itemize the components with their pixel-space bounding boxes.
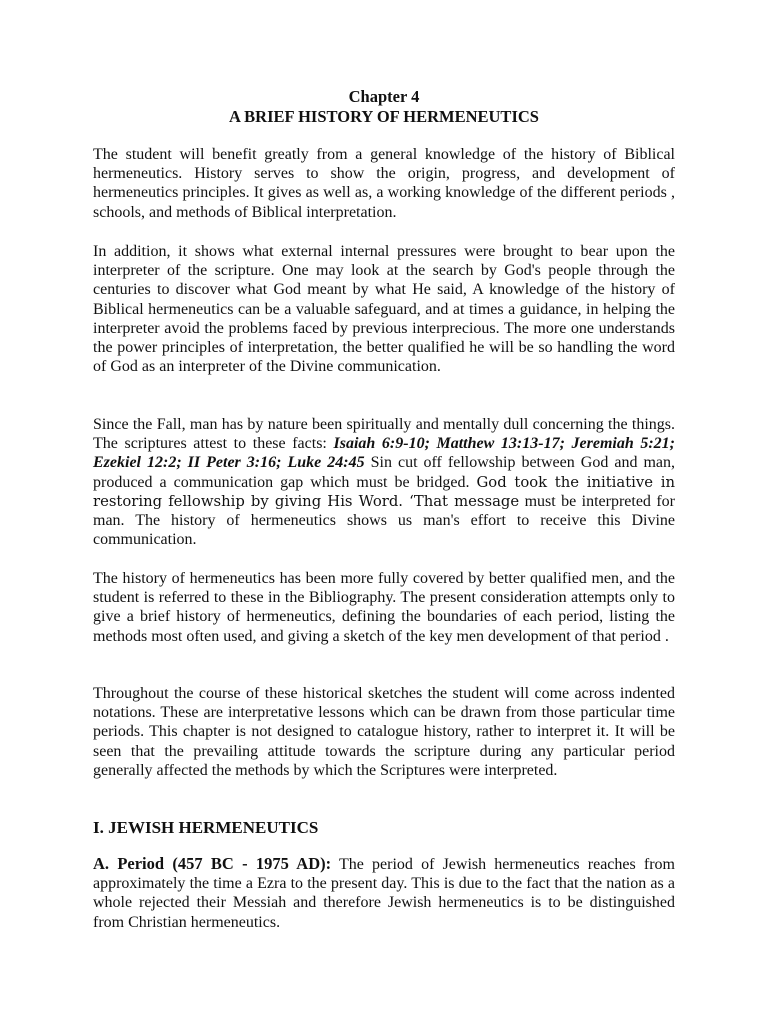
paragraph-5: Throughout the course of these historical sketches the student will come across indented notations. These are interpretative lessons which can be drawn from those particular time periods. This chapter is not designed to catalogue history, rather to interpret it. It will be seen that the prevailing attitude towards the scripture during any particular period generally affected the methods by which the Scriptures were interpreted. bbox=[93, 685, 675, 779]
paragraph-2: In addition, it shows what external internal pressures were brought to bear upon the interpreter of the scripture. One may look at the search by God's people through the centuries to discover what God meant by what He said, A knowledge of the history of Biblical hermeneutics can be a valuable safeguard, and at times a guidance, in helping the interpreter avoid the problems faced by previous interprecious. The more one understands the power principles of interpretation, the better qualified he will be so handling the word of God as an interpreter of the Divine communication. bbox=[93, 243, 675, 376]
period-label: A. Period (457 BC - 1975 AD): bbox=[93, 854, 332, 873]
paragraph-4: The history of hermeneutics has been more fully covered by better qualified men, and the student is referred to these in the Bibliography. The present consideration attempts only to give a brief history of hermeneutics, defining the boundaries of each period, listing the methods most often used, and giving a sketch of the key men development of that period . bbox=[93, 570, 675, 645]
paragraph-3-middle: Sin cut off fellowship between God and man, produced a communication gap which must be bridged. bbox=[93, 454, 676, 491]
scripture-references: Isaiah 6:9-10; Matthew 13:13-17; Jeremiah 5:21; Ezekiel 12:2; II Peter 3:16; Luke 24:45 bbox=[93, 435, 675, 472]
paragraph-3-intro: Since the Fall, man has by nature been spiritually and mentally dull concerning the things. The scriptures attest to these facts: bbox=[93, 416, 675, 453]
section-heading: I. JEWISH HERMENEUTICS bbox=[93, 818, 319, 837]
paragraph-3 bbox=[93, 415, 675, 549]
chapter-label: Chapter 4 bbox=[348, 87, 420, 106]
paragraph-1: The student will benefit greatly from a general knowledge of the history of Biblical hermeneutics. History serves to show the origin, progress, and development of hermeneutics principles. It gives as well as, a working knowledge of the different periods , schools, and methods of Biblical interpretation. bbox=[93, 146, 675, 221]
chapter-title: A BRIEF HISTORY OF HERMENEUTICS bbox=[229, 107, 539, 126]
section-paragraph bbox=[93, 854, 675, 932]
paragraph-3-initiative: God took the initiative in restoring fellowship by giving His Word. ‘That message bbox=[93, 473, 675, 510]
period-text: The period of Jewish hermeneutics reaches from approximately the time a Ezra to the present day. This is due to the fact that the nation as a whole rejected their Messiah and therefore Jewish hermeneutics is to be distinguished from Christian hermeneutics. bbox=[93, 856, 675, 931]
paragraph-3-end: must be interpreted for man. The history of hermeneutics shows us man's effort to receive this Divine communication. bbox=[93, 492, 675, 549]
